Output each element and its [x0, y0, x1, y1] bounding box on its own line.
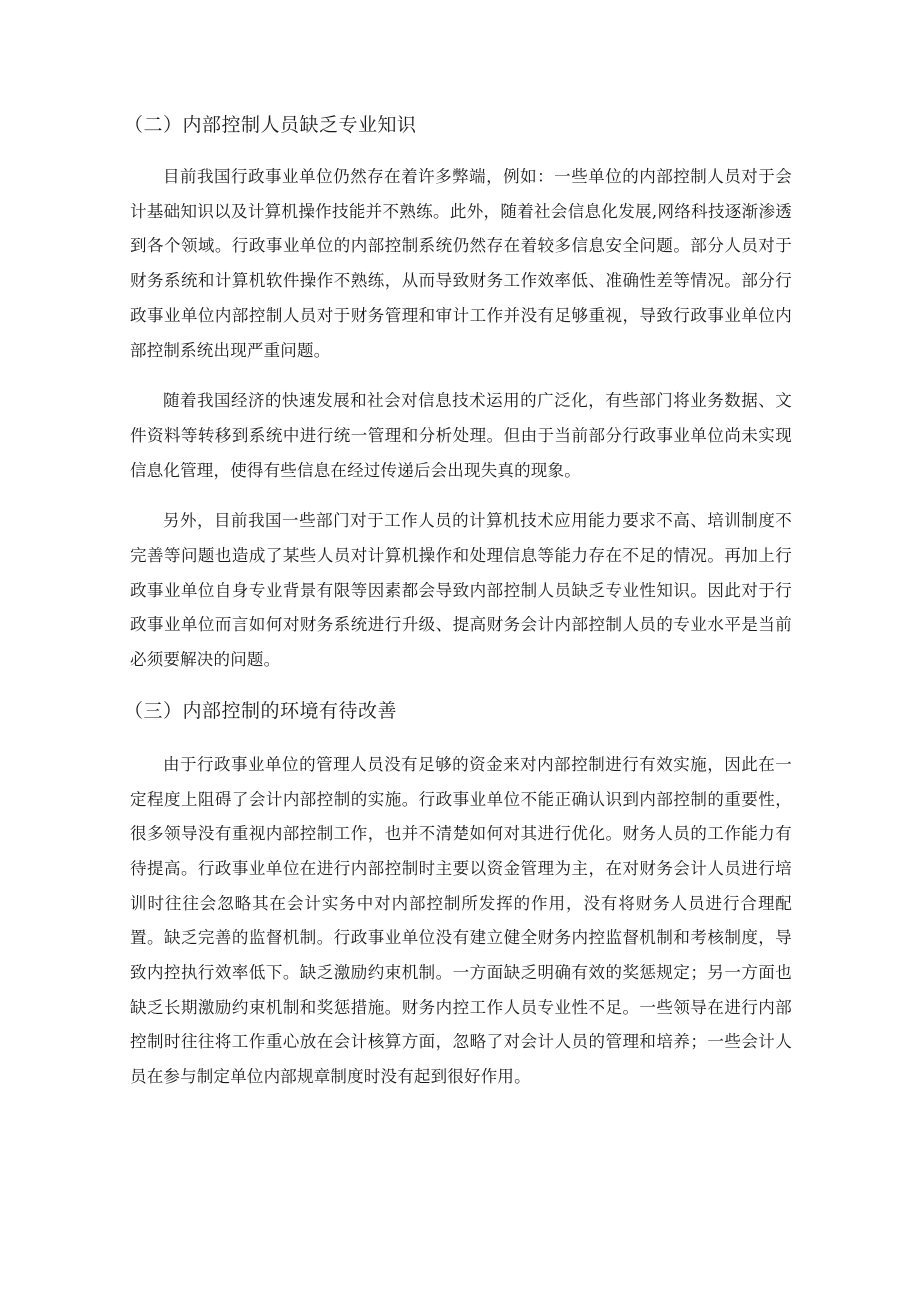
section-2-paragraph-3: 另外，目前我国一些部门对于工作人员的计算机技术应用能力要求不高、培训制度不完善等问题也造成了某些人员对计算机操作和处理信息等能力存在不足的情况。再加上行政事业单位自身专业背景有限等因素都会导致内部控制人员缺乏专业性知识。因此对于行政事业单位而言如何对财务系统进行升级、提高财务会计内部控制人员的专业水平是当前必须要解决的问题。 — [130, 511, 792, 670]
document-page — [124, 108, 792, 1095]
section-2-paragraph-2: 随着我国经济的快速发展和社会对信息技术运用的广泛化，有些部门将业务数据、文件资料等转移到系统中进行统一管理和分析处理。但由于当前部分行政事业单位尚未实现信息化管理，使得有些信息在经过传递后会出现失真的现象。 — [130, 391, 792, 480]
section-2-paragraph-1: 目前我国行政事业单位仍然存在着许多弊端，例如：一些单位的内部控制人员对于会计基础知识以及计算机操作技能并不熟练。此外，随着社会信息化发展,网络科技逐渐渗透到各个领域。行政事业单位的内部控制系统仍然存在着较多信息安全问题。部分人员对于财务系统和计算机软件操作不熟练，从而导致财务工作效率低、准确性差等情况。部分行政事业单位内部控制人员对于财务管理和审计工作并没有足够重视，导致行政事业单位内部控制系统出现严重问题。 — [130, 167, 792, 360]
section-heading-3: （三）内部控制的环境有待改善 — [124, 699, 398, 722]
section-heading-2: （二）内部控制人员缺乏专业知识 — [124, 114, 417, 136]
section-3-paragraph-1: 由于行政事业单位的管理人员没有足够的资金来对内部控制进行有效实施，因此在一定程度上阻碍了会计内部控制的实施。行政事业单位不能正确认识到内部控制的重要性，很多领导没有重视内部控制工作，也并不清楚如何对其进行优化。财务人员的工作能力有待提高。行政事业单位在进行内部控制时主要以资金管理为主，在对财务会计人员进行培训时往往会忽略其在会计实务中对内部控制所发挥的作用，没有将财务人员进行合理配置。缺乏完善的监督机制。行政事业单位没有建立健全财务内控监督机制和考核制度，导致内控执行效率低下。缺乏激励约束机制。一方面缺乏明确有效的奖惩规定；另一方面也缺乏长期激励约束机制和奖惩措施。财务内控工作人员专业性不足。一些领导在进行内部控制时往往将工作重心放在会计核算方面，忽略了对会计人员的管理和培养；一些会计人员在参与制定单位内部规章制度时没有起到很好作用。 — [130, 754, 792, 1087]
